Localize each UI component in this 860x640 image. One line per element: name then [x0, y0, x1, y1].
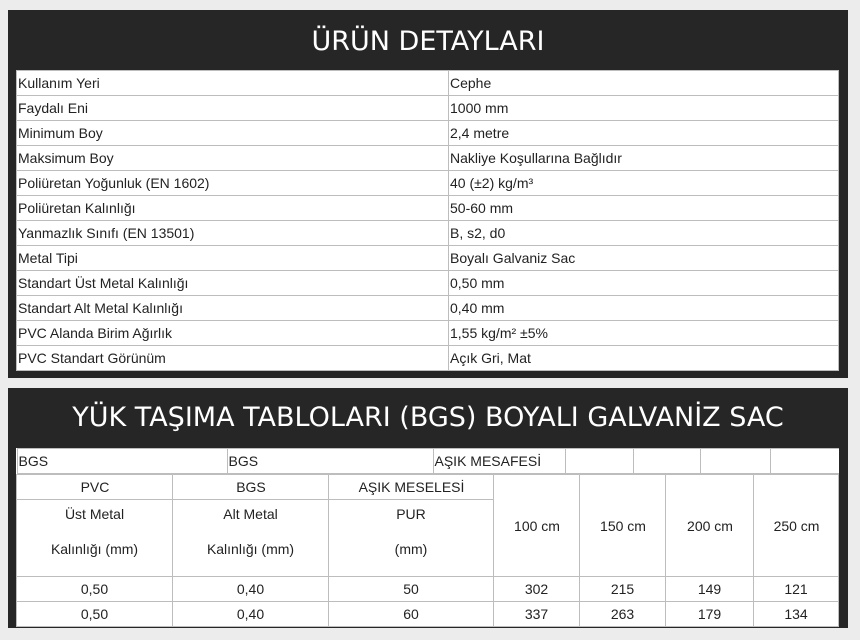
load-table-title: YÜK TAŞIMA TABLOLARI (BGS) BOYALI GALVANİZ SAC — [72, 402, 784, 433]
detail-label: Standart Alt Metal Kalınlığı — [17, 296, 449, 321]
load-cell: 302 — [494, 577, 580, 602]
table-row — [17, 577, 839, 602]
upper-metal-line-2: Kalınlığı (mm) — [50, 541, 139, 557]
pur-line-1: PUR — [396, 506, 426, 522]
table-row — [17, 221, 839, 246]
detail-value: 0,50 mm — [449, 271, 839, 296]
top-cell-empty — [770, 449, 839, 474]
detail-value: 0,40 mm — [449, 296, 839, 321]
header-pur — [329, 500, 494, 577]
span-100: 100 cm — [494, 475, 580, 577]
load-cell: 0,50 — [17, 602, 173, 627]
table-row — [17, 602, 839, 627]
table-row — [17, 246, 839, 271]
detail-label: Poliüretan Kalınlığı — [17, 196, 449, 221]
detail-value: Nakliye Koşullarına Bağlıdır — [449, 146, 839, 171]
detail-value: 2,4 metre — [449, 121, 839, 146]
detail-value: Açık Gri, Mat — [449, 346, 839, 371]
table-row — [17, 121, 839, 146]
detail-value: 40 (±2) kg/m³ — [449, 171, 839, 196]
top-cell-empty — [565, 449, 633, 474]
load-table-top-strip — [17, 448, 839, 474]
product-details-panel — [8, 10, 848, 378]
table-row — [17, 171, 839, 196]
product-details-table — [16, 70, 839, 371]
header-lower-metal — [173, 500, 329, 577]
detail-label: Maksimum Boy — [17, 146, 449, 171]
top-cell-bgs-2: BGS — [227, 449, 433, 474]
detail-label: PVC Standart Görünüm — [17, 346, 449, 371]
top-cell-asik-mesafesi: AŞIK MESAFESİ — [433, 449, 565, 474]
table-row — [17, 271, 839, 296]
load-cell: 215 — [580, 577, 666, 602]
pur-line-2: (mm) — [394, 541, 428, 557]
detail-label: Metal Tipi — [17, 246, 449, 271]
load-cell: 337 — [494, 602, 580, 627]
load-table-header-row — [17, 475, 839, 500]
load-cell: 134 — [754, 602, 839, 627]
detail-label: Minimum Boy — [17, 121, 449, 146]
detail-value: 1,55 kg/m² ±5% — [449, 321, 839, 346]
load-cell: 0,40 — [173, 602, 329, 627]
span-250: 250 cm — [754, 475, 839, 577]
load-cell: 50 — [329, 577, 494, 602]
table-row — [17, 71, 839, 96]
load-cell: 0,40 — [173, 577, 329, 602]
span-150: 150 cm — [580, 475, 666, 577]
load-cell: 179 — [666, 602, 754, 627]
detail-label: Standart Üst Metal Kalınlığı — [17, 271, 449, 296]
table-row — [17, 321, 839, 346]
detail-value: Cephe — [449, 71, 839, 96]
detail-label: Poliüretan Yoğunluk (EN 1602) — [17, 171, 449, 196]
table-row — [17, 146, 839, 171]
load-cell: 60 — [329, 602, 494, 627]
header-pvc: PVC — [17, 475, 173, 500]
table-row — [17, 346, 839, 371]
header-asik-meselesi: AŞIK MESELESİ — [329, 475, 494, 500]
lower-metal-line-2: Kalınlığı (mm) — [206, 541, 295, 557]
load-table — [16, 448, 839, 627]
top-cell-empty — [633, 449, 700, 474]
detail-value: 1000 mm — [449, 96, 839, 121]
header-bgs: BGS — [173, 475, 329, 500]
detail-value: 50-60 mm — [449, 196, 839, 221]
detail-label: Kullanım Yeri — [17, 71, 449, 96]
span-200: 200 cm — [666, 475, 754, 577]
load-cell: 263 — [580, 602, 666, 627]
table-row — [17, 296, 839, 321]
detail-label: PVC Alanda Birim Ağırlık — [17, 321, 449, 346]
detail-value: B, s2, d0 — [449, 221, 839, 246]
detail-label: Faydalı Eni — [17, 96, 449, 121]
load-cell: 121 — [754, 577, 839, 602]
detail-value: Boyalı Galvaniz Sac — [449, 246, 839, 271]
load-table-panel — [8, 388, 848, 628]
detail-label: Yanmazlık Sınıfı (EN 13501) — [17, 221, 449, 246]
table-row — [17, 196, 839, 221]
load-cell: 0,50 — [17, 577, 173, 602]
product-details-title: ÜRÜN DETAYLARI — [311, 26, 545, 57]
upper-metal-line-1: Üst Metal — [64, 506, 125, 522]
table-row — [17, 96, 839, 121]
top-cell-bgs-1: BGS — [17, 449, 227, 474]
header-upper-metal — [17, 500, 173, 577]
lower-metal-line-1: Alt Metal — [223, 506, 278, 522]
load-table-top-row — [17, 448, 839, 475]
load-cell: 149 — [666, 577, 754, 602]
top-cell-empty — [700, 449, 770, 474]
